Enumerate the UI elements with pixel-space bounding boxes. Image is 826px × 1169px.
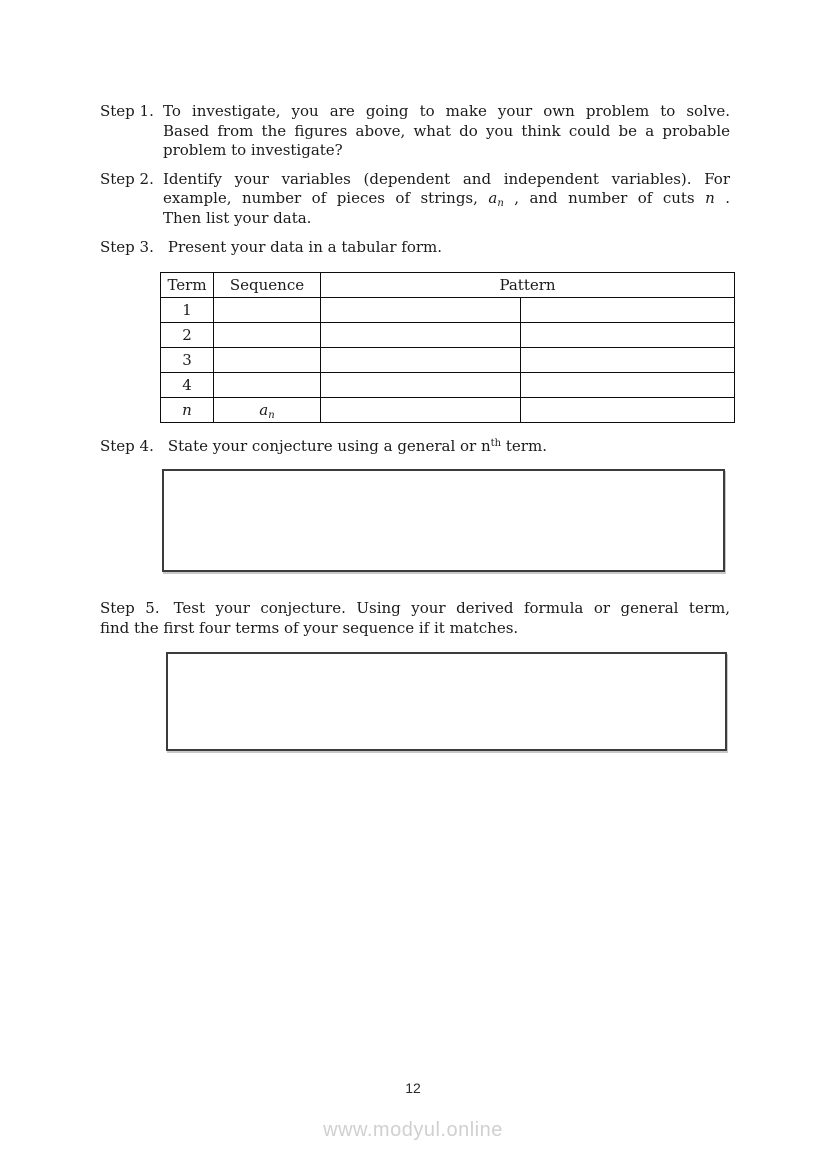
step-4-text-before: State your conjecture using a general or n (167, 436, 491, 455)
table-row (161, 397, 735, 422)
page-number: 12 (405, 1080, 421, 1096)
step-5-text: Test your conjecture. Using your derived formula or general term, (173, 599, 730, 617)
step-2-label: Step 2. (100, 169, 154, 188)
step-2-line-2-text: example, number of pieces of strings, (163, 189, 489, 207)
step-2-paragraph (100, 170, 730, 229)
term-n-variable: n (182, 400, 192, 419)
table-header-row (161, 272, 735, 297)
sequence-cell-empty (214, 297, 321, 322)
pattern-cell-empty (521, 322, 735, 347)
step-1-line-2: Based from the figures above, what do you think could be a probable (163, 121, 730, 140)
table-row (161, 322, 735, 347)
pattern-cell-empty (321, 347, 521, 372)
step-3-label: Step 3. (100, 238, 154, 256)
step-1-line-3: problem to investigate? (163, 141, 343, 159)
pattern-cell-empty (321, 397, 521, 422)
step-4-paragraph (100, 437, 730, 457)
table-row (161, 297, 735, 322)
step-2-line-3: Then list your data. (163, 208, 312, 227)
table-row (161, 347, 735, 372)
variable-an-subscript: n (497, 198, 504, 209)
pattern-cell-empty (321, 322, 521, 347)
sequence-cell-empty (214, 372, 321, 397)
variable-n: n (705, 189, 715, 207)
footer-watermark: www.modyul.online (323, 1119, 503, 1141)
step-5-label: Step 5. (100, 599, 160, 617)
sequence-cell-an (214, 397, 321, 422)
pattern-cell-empty (521, 372, 735, 397)
sequence-pattern-table (160, 272, 735, 423)
answer-box-step4 (162, 469, 725, 572)
pattern-cell-empty (521, 297, 735, 322)
pattern-cell-empty (521, 347, 735, 372)
step-3-paragraph (100, 238, 730, 258)
pattern-cell-empty (321, 297, 521, 322)
sequence-cell-empty (214, 347, 321, 372)
step-1-label: Step 1. (100, 102, 154, 120)
table-row (161, 372, 735, 397)
variable-an-base: a (488, 189, 498, 207)
answer-box-step5 (166, 652, 727, 751)
step-4-text (168, 437, 547, 455)
term-cell: 2 (161, 322, 214, 347)
step-1-paragraph (100, 102, 730, 161)
sequence-cell-empty (214, 322, 321, 347)
step-1-line-1: To investigate, you are going to make your own problem to solve. (163, 102, 730, 120)
step-5-paragraph (100, 599, 730, 638)
step-5-line-2: find the first four terms of your sequence if it matches. (100, 618, 519, 637)
step-5-line-1 (100, 599, 730, 619)
step-2-line-1: Identify your variables (dependent and independent variables). For (163, 169, 730, 188)
term-cell: 3 (161, 347, 214, 372)
nth-superscript: th (490, 437, 502, 449)
term-cell: 1 (161, 297, 214, 322)
step-2-line-2-after: . (714, 189, 730, 207)
step-4-label: Step 4. (100, 436, 154, 455)
term-cell: 4 (161, 372, 214, 397)
pattern-cell-empty (321, 372, 521, 397)
column-header-term: Term (161, 272, 214, 297)
column-header-pattern: Pattern (321, 272, 735, 297)
term-cell-n (161, 397, 214, 422)
page-content (100, 102, 730, 751)
sequence-an-base: a (259, 400, 269, 419)
step-4-text-after: term. (501, 436, 547, 455)
step-3-text: Present your data in a tabular form. (167, 238, 443, 256)
step-2-line-2-mid: , and number of cuts (503, 189, 706, 207)
step-2-line-2 (163, 189, 730, 209)
column-header-sequence: Sequence (214, 272, 321, 297)
pattern-cell-empty (521, 397, 735, 422)
sequence-an-subscript: n (268, 409, 275, 421)
